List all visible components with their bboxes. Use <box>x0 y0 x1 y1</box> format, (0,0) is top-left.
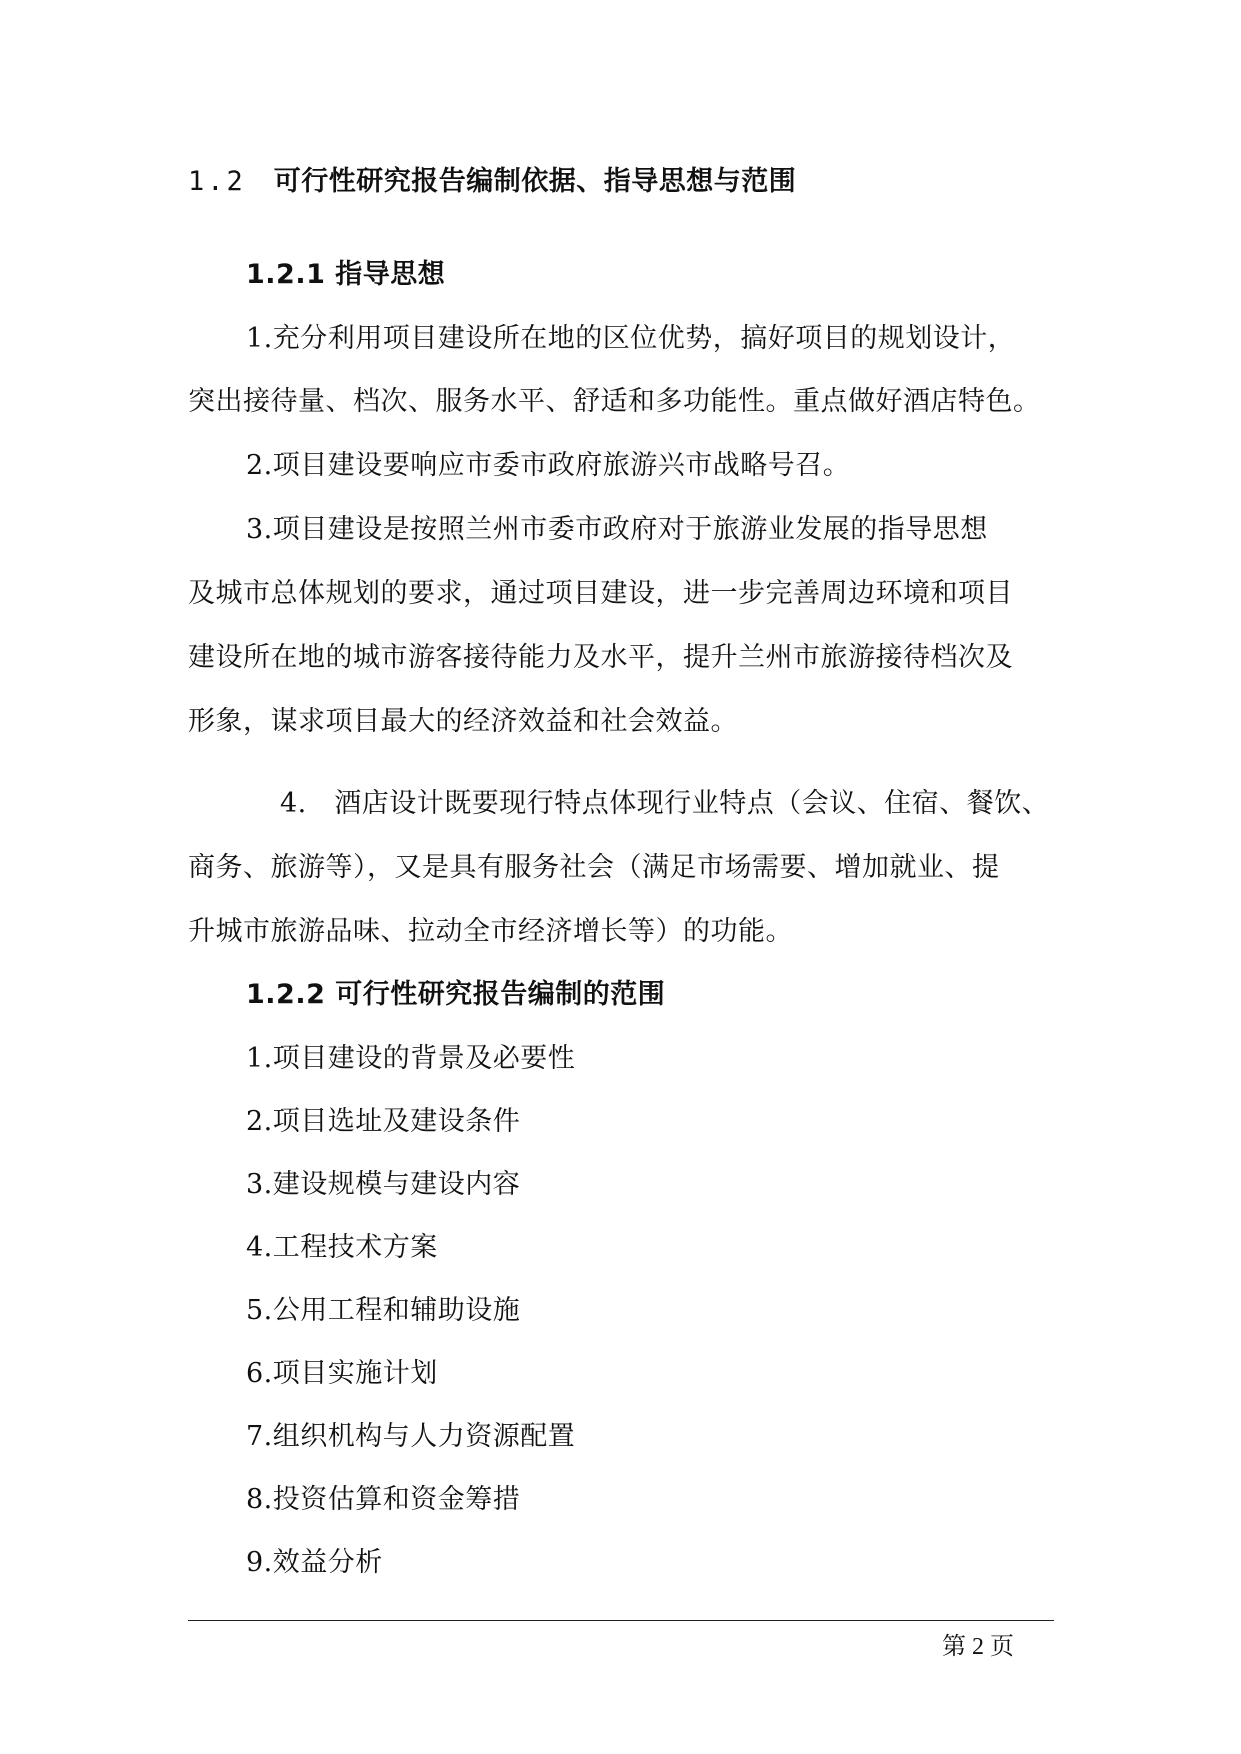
paragraph-line: 3.项目建设是按照兰州市委市政府对于旅游业发展的指导思想 <box>246 514 988 545</box>
paragraph-line: 及城市总体规划的要求，通过项目建设，进一步完善周边环境和项目 <box>188 578 1013 609</box>
list-item: 6.项目实施计划 <box>246 1358 438 1389</box>
list-item: 2.项目选址及建设条件 <box>246 1106 521 1137</box>
page-number: 第 2 页 <box>942 1634 1014 1660</box>
subsection-heading-scope: 1.2.2 可行性研究报告编制的范围 <box>246 979 666 1010</box>
paragraph-line: 商务、旅游等），又是具有服务社会（满足市场需要、增加就业、提 <box>188 852 1000 883</box>
list-item: 9.效益分析 <box>246 1547 383 1578</box>
paragraph-line: 突出接待量、档次、服务水平、舒适和多功能性。重点做好酒店特色。 <box>188 386 1041 417</box>
list-item: 4.工程技术方案 <box>246 1232 438 1263</box>
list-item: 1.项目建设的背景及必要性 <box>246 1043 576 1074</box>
footer-divider <box>188 1620 1054 1621</box>
paragraph-line: 2.项目建设要响应市委市政府旅游兴市战略号召。 <box>246 450 851 481</box>
paragraph-line: 1.充分利用项目建设所在地的区位优势，搞好项目的规划设计， <box>246 323 1016 354</box>
section-number: 1.2 <box>188 166 246 197</box>
section-title: 可行性研究报告编制依据、指导思想与范围 <box>273 166 797 197</box>
list-item: 5.公用工程和辅助设施 <box>246 1295 521 1326</box>
paragraph-line: 建设所在地的城市游客接待能力及水平，提升兰州市旅游接待档次及 <box>188 642 1013 673</box>
paragraph-line: 4. 酒店设计既要现行特点体现行业特点（会议、住宿、餐饮、 <box>280 788 1050 819</box>
subsection-heading-guiding-ideology: 1.2.1 指导思想 <box>246 259 446 290</box>
list-item: 8.投资估算和资金筹措 <box>246 1484 521 1515</box>
list-item: 7.组织机构与人力资源配置 <box>246 1421 576 1452</box>
list-item: 3.建设规模与建设内容 <box>246 1169 521 1200</box>
section-heading <box>188 164 796 200</box>
paragraph-line: 形象，谋求项目最大的经济效益和社会效益。 <box>188 706 738 737</box>
paragraph-line: 升城市旅游品味、拉动全市经济增长等）的功能。 <box>188 916 793 947</box>
